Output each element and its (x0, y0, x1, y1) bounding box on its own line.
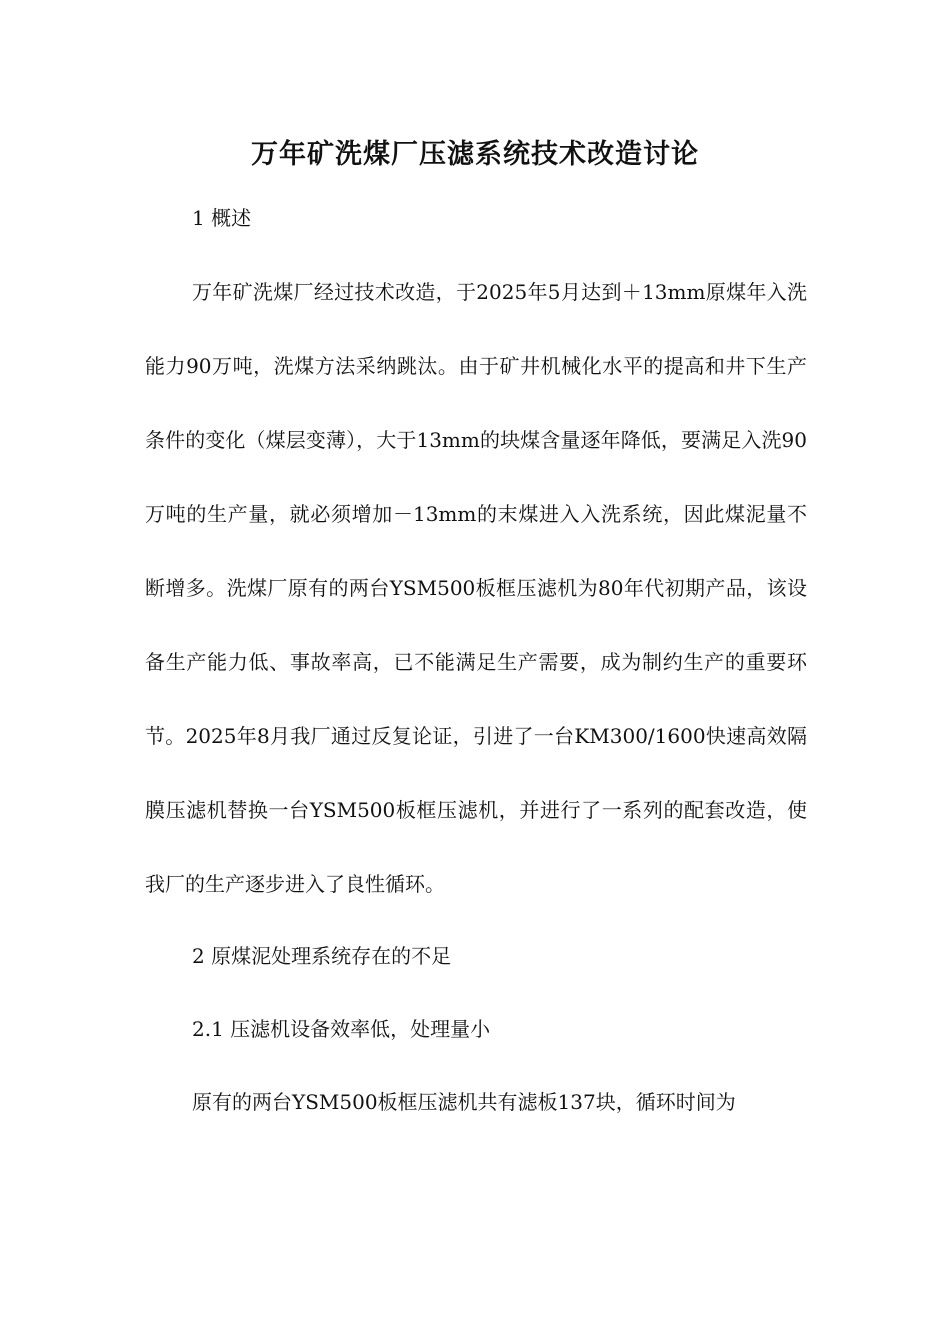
section-2-heading: 2 原煤泥处理系统存在的不足 (192, 944, 452, 968)
section-1-paragraph: 万年矿洗煤厂经过技术改造，于2025年5月达到＋13mm原煤年入洗能力90万吨，洗煤方法采纳跳汰。由于矿井机械化水平的提高和井下生产条件的变化（煤层变薄），大于13mm的块煤含量逐年降低，要满足入洗90万吨的生产量，就必须增加－13mm的末煤进入入洗系统，因此煤泥量不断增多。洗煤厂原有的两台YSM500板框压滤机为80年代初期产品，该设备生产能力低、事故率高，已不能满足生产需要，成为制约生产的重要环节。2025年8月我厂通过反复论证，引进了一台KM300/1600快速高效隔膜压滤机替换一台YSM500板框压滤机，并进行了一系列的配套改造，使我厂的生产逐步进入了良性循环。 (145, 280, 807, 896)
section-2-1-paragraph: 原有的两台YSM500板框压滤机共有滤板137块，循环时间为 (192, 1090, 736, 1114)
document-title: 万年矿洗煤厂压滤系统技术改造讨论 (251, 139, 699, 170)
document-body (145, 200, 807, 1121)
section-2-1-heading: 2.1 压滤机设备效率低，处理量小 (192, 1017, 491, 1041)
section-1-heading: 1 概述 (192, 206, 252, 230)
